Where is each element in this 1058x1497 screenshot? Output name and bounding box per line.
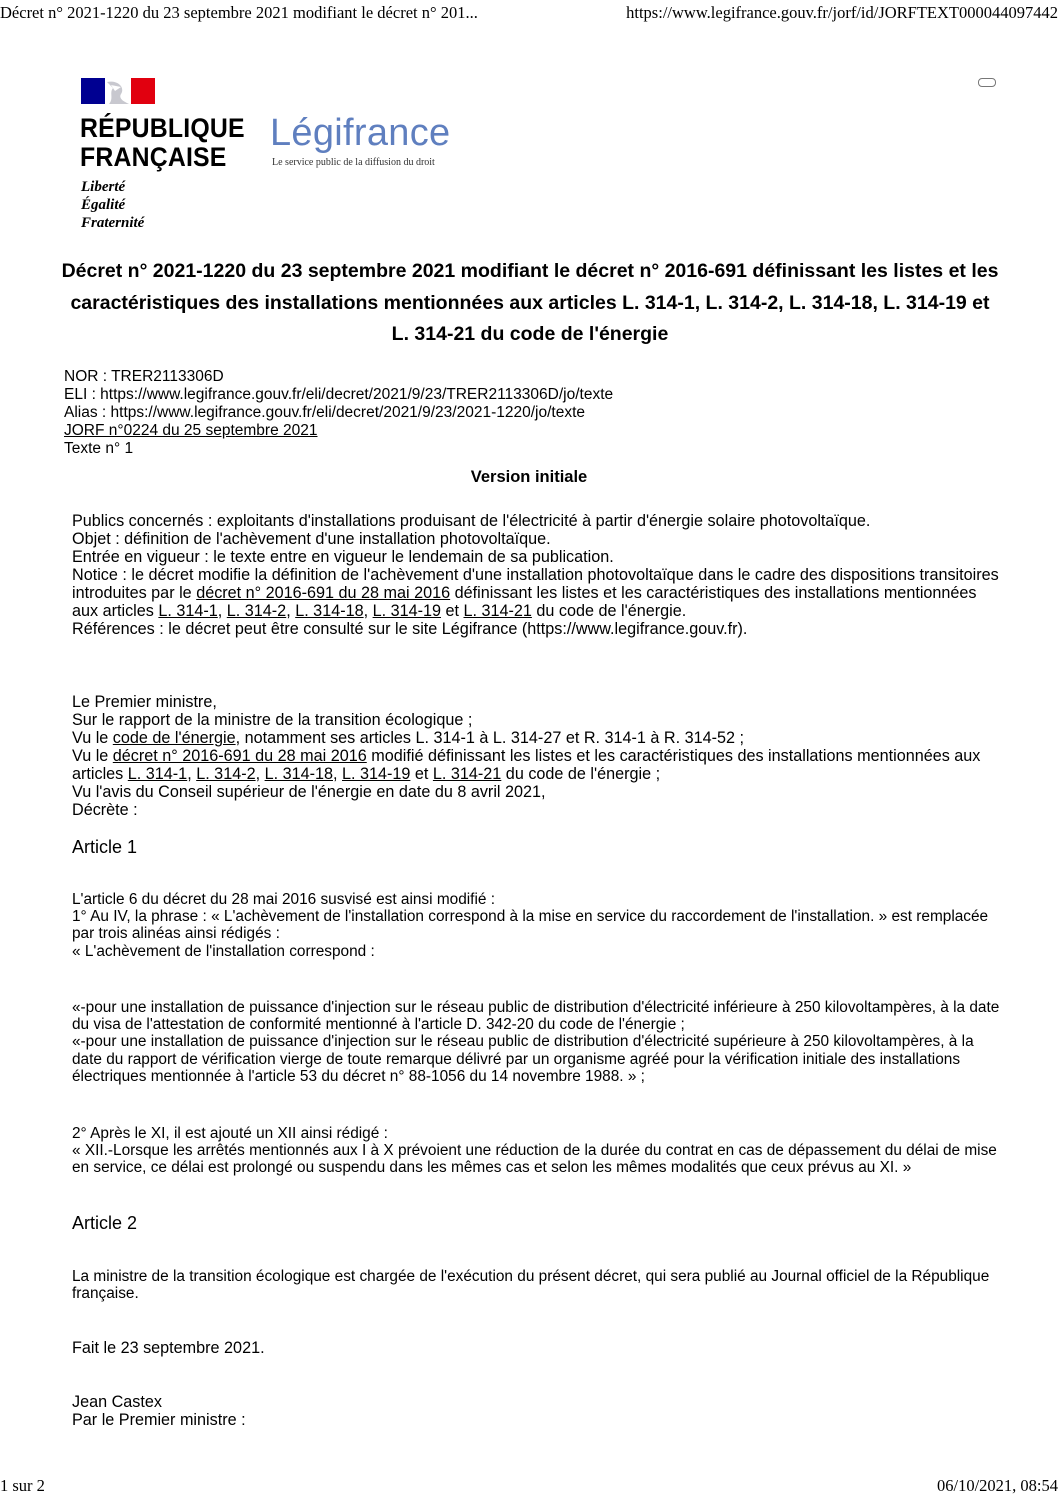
signature-block bbox=[72, 1393, 1002, 1429]
toggle-pill-icon[interactable] bbox=[978, 78, 996, 87]
article-1-para: « L'achèvement de l'installation correspond : bbox=[72, 942, 375, 960]
article-1-heading: Article 1 bbox=[72, 837, 138, 857]
article-l314-18-link[interactable]: L. 314-18 bbox=[295, 602, 364, 620]
notice-paragraph: Notice : le décret modifie la définition de l'achèvement d'une installation photovoltaïque dans le cadre des dispositions transitoires introduites par le décret n° 2016-691 du 28 mai 2016 définissant les listes et les caractéristiques des installations mentionnées aux articles L. 314-1, L. 314-2, L. 314-18, L. 314-19 et L. 314-21 du code de l'énergie. bbox=[72, 566, 999, 620]
vu-article-l314-18-link[interactable]: L. 314-18 bbox=[264, 765, 333, 783]
republique-francaise-wordmark: RÉPUBLIQUE FRANÇAISE bbox=[80, 113, 245, 172]
print-header-title: Décret n° 2021-1220 du 23 septembre 2021 modifiant le décret n° 201... bbox=[0, 3, 478, 22]
article-l314-21-link[interactable]: L. 314-21 bbox=[463, 602, 532, 620]
article-1-para: «-pour une installation de puissance d'injection sur le réseau public de distribution d'électricité inférieure à 250 kilovoltampères, à la date du visa de l'attestation de conformité mentionné à l'article D. 342-20 du code de l'énergie ; bbox=[72, 999, 1000, 1034]
article-1-para: L'article 6 du décret du 28 mai 2016 susvisé est ainsi modifié : bbox=[72, 891, 495, 908]
article-1-para: 1° Au IV, la phrase : « L'achèvement de l'installation correspond à la mise en service du raccordement de l'installation. » est remplacée par trois alinéas ainsi rédigés : bbox=[72, 908, 989, 943]
article-2-body bbox=[72, 1268, 1002, 1302]
article-1-body-a bbox=[72, 891, 1002, 960]
vu-avis-line: Vu l'avis du Conseil supérieur de l'énergie en date du 8 avril 2021, bbox=[72, 783, 546, 801]
article-1-body-c bbox=[72, 1125, 1002, 1177]
references-line: Références : le décret peut être consulté sur le site Légifrance (https://www.legifrance.gouv.fr). bbox=[72, 620, 748, 638]
vu-article-l314-21-link[interactable]: L. 314-21 bbox=[432, 765, 502, 783]
article-1-para: 2° Après le XI, il est ajouté un XII ainsi rédigé : bbox=[72, 1125, 388, 1142]
legifrance-logo[interactable]: Légifrance bbox=[270, 112, 451, 154]
objet-line: Objet : définition de l'achèvement d'une installation photovoltaïque. bbox=[72, 530, 551, 548]
premier-ministre-line: Le Premier ministre, bbox=[72, 693, 217, 711]
nor-line: NOR : TRER2113306D bbox=[64, 368, 224, 385]
rapport-line: Sur le rapport de la ministre de la transition écologique ; bbox=[72, 711, 473, 729]
article-1-para: « XII.-Lorsque les arrêtés mentionnés aux I à X prévoient une réduction de la durée du contrat en cas de dépassement du délai de mise en service, ce délai est prolongé ou suspendu dans les mêmes cas et selon les mêmes modalités que ceux prévus au XI. » bbox=[72, 1142, 997, 1177]
code-energie-link[interactable]: code de l'énergie bbox=[112, 729, 236, 747]
texte-number: Texte n° 1 bbox=[64, 440, 134, 457]
notice-block bbox=[72, 512, 1002, 638]
visas-block bbox=[72, 693, 1002, 819]
publics-line: Publics concernés : exploitants d'installations produisant de l'électricité à partir d'énergie solaire photovoltaïque. bbox=[72, 512, 871, 530]
article-l314-19-link[interactable]: L. 314-19 bbox=[372, 602, 441, 620]
legifrance-tagline: Le service public de la diffusion du droit bbox=[272, 157, 435, 168]
republic-motto: Liberté Égalité Fraternité bbox=[81, 179, 145, 231]
article-l314-1-link[interactable]: L. 314-1 bbox=[158, 602, 218, 620]
print-header-url: https://www.legifrance.gouv.fr/jorf/id/JORFTEXT000044097442 bbox=[626, 3, 1058, 22]
decret-2016-691-link[interactable]: décret n° 2016-691 du 28 mai 2016 bbox=[196, 584, 451, 602]
print-footer-datetime: 06/10/2021, 08:54 bbox=[936, 1476, 1058, 1495]
page-title: Décret n° 2021-1220 du 23 septembre 2021 modifiant le décret n° 2016-691 définissant les listes et les caractéristiques des installations mentionnées aux articles L. 314-1, L. 314-2, L. 314-18, L. 314-19 et L. 314-21 du code de l'énergie bbox=[61, 260, 999, 345]
vu-article-l314-19-link[interactable]: L. 314-19 bbox=[342, 765, 411, 783]
eli-line: ELI : https://www.legifrance.gouv.fr/eli/decret/2021/9/23/TRER2113306D/jo/texte bbox=[64, 386, 614, 403]
vu-article-l314-2-link[interactable]: L. 314-2 bbox=[196, 765, 256, 783]
vu-article-l314-1-link[interactable]: L. 314-1 bbox=[127, 765, 188, 783]
fait-le-line: Fait le 23 septembre 2021. bbox=[72, 1339, 265, 1357]
par-le-premier-ministre: Par le Premier ministre : bbox=[72, 1411, 246, 1429]
decrete-line: Décrète : bbox=[72, 801, 138, 819]
entree-line: Entrée en vigueur : le texte entre en vigueur le lendemain de sa publication. bbox=[72, 548, 614, 566]
vu-code-line: Vu le code de l'énergie, notamment ses articles L. 314-1 à L. 314-27 et R. 314-1 à R. 314-52 ; bbox=[72, 729, 744, 747]
vu-decret-2016-691-link[interactable]: décret n° 2016-691 du 28 mai 2016 bbox=[112, 747, 367, 765]
document-metadata bbox=[64, 368, 613, 458]
signer-name: Jean Castex bbox=[72, 1393, 162, 1411]
article-1-para: «-pour une installation de puissance d'injection sur le réseau public de distribution d'électricité supérieure à 250 kilovoltampères, à la date du rapport de vérification vierge de toute remarque délivré par un organisme agréé pour la vérification initiale des installations électriques mentionnée à l'article 53 du décret n° 88-1056 du 14 novembre 1988. » ; bbox=[72, 1033, 974, 1085]
vu-decret-line: Vu le décret n° 2016-691 du 28 mai 2016 modifié définissant les listes et les caractéristiques des installations mentionnées aux articles L. 314-1, L. 314-2, L. 314-18, L. 314-19 et L. 314-21 du code de l'énergie ; bbox=[72, 747, 981, 783]
version-heading: Version initiale bbox=[470, 468, 588, 486]
article-2-heading: Article 2 bbox=[72, 1213, 138, 1233]
marianne-flag-icon bbox=[81, 78, 155, 104]
print-footer-page: 1 sur 2 bbox=[0, 1476, 45, 1495]
jorf-link[interactable]: JORF n°0224 du 25 septembre 2021 bbox=[64, 422, 318, 439]
article-l314-2-link[interactable]: L. 314-2 bbox=[226, 602, 287, 620]
article-1-body-b bbox=[72, 999, 1002, 1085]
article-2-para: La ministre de la transition écologique est chargée de l'exécution du présent décret, qui sera publié au Journal officiel de la République française. bbox=[72, 1268, 990, 1303]
alias-line: Alias : https://www.legifrance.gouv.fr/eli/decret/2021/9/23/2021-1220/jo/texte bbox=[64, 404, 585, 421]
